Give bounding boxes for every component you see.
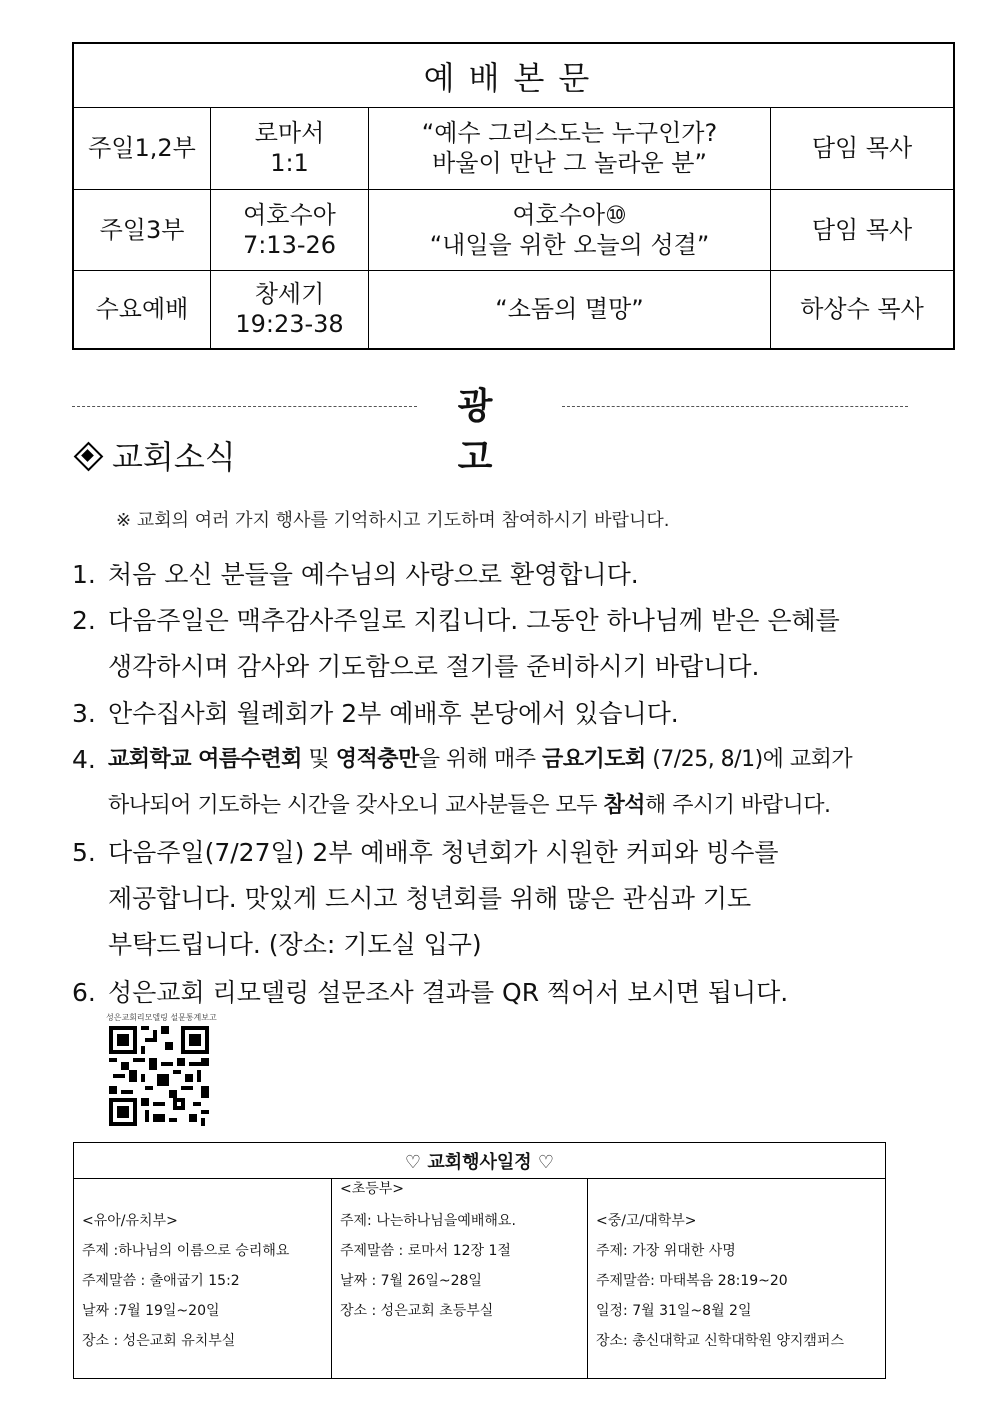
- sermon-title: “소돔의 멸망”: [369, 270, 771, 348]
- ad-title: 광고: [457, 386, 531, 478]
- sermon-title: 여호수아⑩ “내일을 위한 오늘의 성결”: [369, 189, 771, 270]
- scripture: 창세기 19:23-38: [211, 270, 369, 348]
- service-name: 수요예배: [74, 270, 211, 348]
- divider: [72, 406, 417, 407]
- list-item: 5. 다음주일(7/27일) 2부 예배후 청년회가 시원한 커피와 빙수를 제공합니다. 맛있게 드시고 청년회를 위해 많은 관심과 기도 부탁드립니다. (장소: 기도실 입구): [72, 838, 779, 959]
- worship-row: [74, 107, 953, 190]
- event-schedule: [73, 1142, 886, 1379]
- list-item: 4. 교회학교 여름수련회 및 영적충만을 위해 매주 금요기도회 (7/25, 8/1)에 교회가 하나되어 기도하는 시간을 갖사오니 교사분들은 모두 참석해 주시기 바랍니다.: [72, 745, 853, 818]
- list-item: 6. 성은교회 리모델링 설문조사 결과를 QR 찍어서 보시면 됩니다.: [72, 978, 789, 1007]
- preacher: 하상수 목사: [800, 295, 924, 323]
- qr-code-icon[interactable]: [109, 1026, 209, 1126]
- divider: [562, 406, 908, 407]
- worship-row: [74, 270, 953, 348]
- list-item: 3. 안수집사회 월례회가 2부 예배후 본당에서 있습니다.: [72, 699, 679, 728]
- sermon-title: “예수 그리스도는 누구인가? 바울이 만난 그 놀라운 분”: [369, 107, 771, 189]
- group-name: <유아/유치부>: [82, 1213, 178, 1229]
- schedule-column: <중/고/대학부> 주제: 가장 위대한 사명 주제말씀: 마태복음 28:19~20 일정: 7월 31일~8월 2일 장소: 총신대학교 신학대학원 양지캠퍼스: [588, 1178, 885, 1378]
- list-item: 2. 다음주일은 맥추감사주일로 지킵니다. 그동안 하나님께 받은 은혜를 생각하시며 감사와 기도함으로 절기를 준비하시기 바랍니다.: [72, 606, 840, 681]
- worship-table: [72, 42, 955, 350]
- news-note: ※ 교회의 여러 가지 행사를 기억하시고 기도하며 참여하시기 바랍니다.: [116, 510, 670, 531]
- schedule-title: ♡ 교회행사일정 ♡: [74, 1143, 885, 1179]
- group-name: <중/고/대학부>: [596, 1213, 697, 1229]
- preacher: 담임 목사: [811, 215, 913, 244]
- diamond-bullet-icon: [74, 442, 100, 468]
- qr-caption: 성은교회리모델링 설문통계보고: [106, 1013, 217, 1022]
- service-name: 주일1,2부: [74, 107, 211, 189]
- scripture: 로마서 1:1: [211, 107, 369, 189]
- schedule-column: <유아/유치부> 주제 :하나님의 이름으로 승리해요 주제말씀 : 출애굽기 15:2 날짜 :7월 19일~20일 장소 : 성은교회 유치부실: [74, 1178, 332, 1378]
- worship-row: [74, 189, 953, 271]
- scripture: 여호수아 7:13-26: [211, 189, 369, 270]
- list-item: 1. 처음 오신 분들을 예수님의 사랑으로 환영합니다.: [72, 560, 639, 589]
- group-name: <초등부>: [340, 1181, 405, 1197]
- worship-title: 예배본문: [74, 44, 953, 108]
- news-heading: [74, 432, 236, 478]
- preacher: 담임 목사: [811, 134, 913, 162]
- news-title: 교회소식: [112, 438, 236, 476]
- service-name: 주일3부: [74, 189, 211, 270]
- schedule-column: <초등부> 주제: 나는하나님을예배해요. 주제말씀 : 로마서 12장 1절 날짜 : 7월 26일~28일 장소 : 성은교회 초등부실: [332, 1178, 588, 1378]
